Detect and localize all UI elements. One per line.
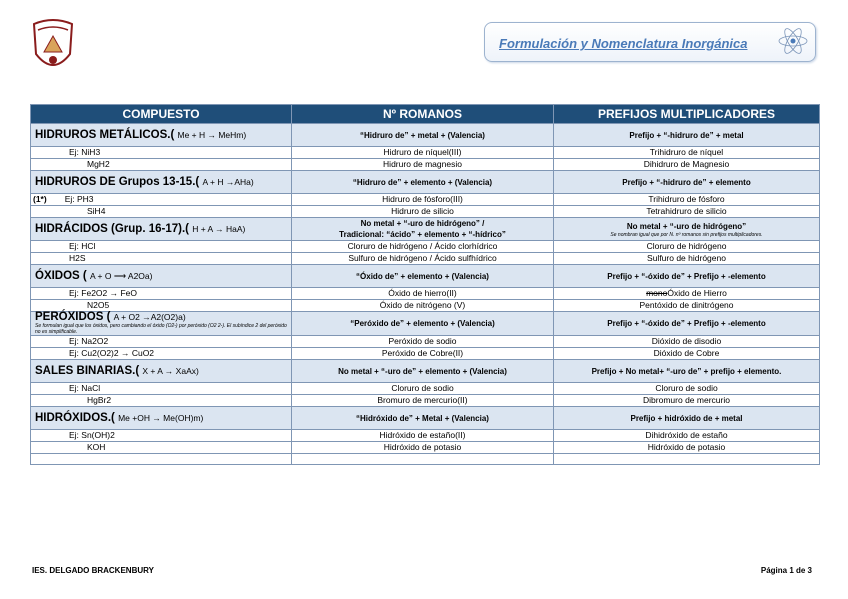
struck-prefix: mono (646, 288, 668, 298)
table-row: Ej: Cu2(O2)2 → CuO2 Peróxido de Cobre(II) Dióxido de Cobre (31, 348, 820, 360)
footer-page-number: Página 1 de 3 (760, 566, 812, 575)
section-name: HIDRÓXIDOS.( (35, 411, 115, 424)
roman-rule: “Peróxido de” + elemento + (Valencia) (292, 312, 554, 336)
header-romanos: Nº ROMANOS (292, 105, 554, 124)
table-row: KOH Hidróxido de potasio Hidróxido de potasio (31, 442, 820, 454)
section-formula: X + A → XaAx) (142, 365, 199, 376)
section-name: SALES BINARIAS.( (35, 364, 140, 377)
footer-school: IES. DELGADO BRACKENBURY (32, 566, 154, 575)
section-peroxidos (31, 312, 820, 336)
section-name: PERÓXIDOS ( (35, 311, 111, 323)
table-header-row (31, 105, 820, 124)
empty-row (31, 454, 820, 465)
section-formula: A + H →AHa) (202, 176, 254, 187)
table-row: SiH4 Hidruro de silicio Tetrahidruro de silicio (31, 206, 820, 218)
roman-rule: “Hidróxido de” + Metal + (Valencia) (292, 407, 554, 430)
header-prefijos: PREFIJOS MULTIPLICADORES (554, 105, 820, 124)
prefix-rule: No metal + “-uro de hidrógeno” (626, 221, 747, 231)
section-name: HIDRUROS METÁLICOS.( (35, 128, 175, 141)
section-hidroxidos (31, 407, 820, 430)
roman-rule: “Hidruro de” + metal + (Valencia) (292, 124, 554, 147)
table-row: HgBr2 Bromuro de mercurio(II) Dibromuro de mercurio (31, 395, 820, 407)
section-name: ÓXIDOS ( (35, 269, 87, 282)
section-hidracidos (31, 218, 820, 241)
section-sales-binarias (31, 360, 820, 383)
roman-rule-traditional: Tradicional: “ácido” + elemento + “-hídrico” (339, 230, 506, 239)
prefix-rule: Prefijo + “-hidruro de” + metal (554, 124, 820, 147)
prefix-rule: Prefijo + “-óxido de” + Prefijo + -elemento (554, 265, 820, 288)
atom-icon (777, 25, 809, 57)
section-name: HIDRUROS DE Grupos 13-15.( (35, 175, 200, 188)
school-logo (30, 16, 76, 78)
prefix-rule: Prefijo + hidróxido de + metal (554, 407, 820, 430)
prefix-note: Se nombran igual que por N. nº romanos sin prefijos multiplicadores. (610, 231, 763, 238)
roman-rule: “Hidruro de” + elemento + (Valencia) (292, 171, 554, 194)
table-row: Ej: Fe2O2 → FeO Óxido de hierro(II) monoÓxido de Hierro (31, 288, 820, 300)
section-name: HIDRÁCIDOS (Grup. 16-17).( (35, 222, 189, 235)
roman-rule: No metal + “-uro de” + elemento + (Valencia) (292, 360, 554, 383)
table-row: N2O5 Óxido de nitrógeno (V) Pentóxido de dinitrógeno (31, 300, 820, 312)
section-hidruros-metalicos (31, 124, 820, 147)
header-compuesto: COMPUESTO (31, 105, 292, 124)
section-note: Se formulan igual que los óxidos, pero cambiando el óxido (O2-) por peróxido (O2 2-). El subíndice 2 del peróxido no es simplificable. (35, 323, 287, 335)
section-formula: Me + H → MeHm) (177, 129, 247, 140)
table-row: H2S Sulfuro de hidrógeno / Ácido sulfhídrico Sulfuro de hidrógeno (31, 253, 820, 265)
section-formula: A + O2 →A2(O2)a) (113, 312, 186, 322)
section-formula: H + A → HaA) (192, 223, 246, 234)
header-banner (484, 22, 816, 62)
nomenclature-table (30, 104, 820, 465)
prefix-rule: Prefijo + “-hidruro de” + elemento (554, 171, 820, 194)
prefix-rule: Prefijo + “-óxido de” + Prefijo + -elemento (554, 312, 820, 336)
table-row: Ej: NaCl Cloruro de sodio Cloruro de sodio (31, 383, 820, 395)
table-row: Ej: Na2O2 Peróxido de sodio Dióxido de disodio (31, 336, 820, 348)
table-row: Ej: NiH3 Hidruro de níquel(III) Trihidruro de níquel (31, 147, 820, 159)
section-formula: Me +OH → Me(OH)m) (118, 412, 204, 423)
table-row: (1*) Ej: PH3 Hidruro de fósforo(III) Trihidruro de fósforo (31, 194, 820, 206)
section-oxidos (31, 265, 820, 288)
table-row: MgH2 Hidruro de magnesio Dihidruro de Magnesio (31, 159, 820, 171)
prefix-rule: Prefijo + No metal+ “-uro de” + prefijo + elemento. (554, 360, 820, 383)
roman-rule: No metal + “-uro de hidrógeno” / (360, 219, 485, 228)
table-row: Ej: Sn(OH)2 Hidróxido de estaño(II) Dihidróxido de estaño (31, 430, 820, 442)
table-row: Ej: HCl Cloruro de hidrógeno / Ácido clorhídrico Cloruro de hidrógeno (31, 241, 820, 253)
header-title: Formulación y Nomenclatura Inorgánica (499, 36, 748, 51)
section-hidruros-grupos (31, 171, 820, 194)
section-formula: A + O ⟶ A2Oa) (89, 270, 153, 281)
roman-rule: “Óxido de” + elemento + (Valencia) (292, 265, 554, 288)
